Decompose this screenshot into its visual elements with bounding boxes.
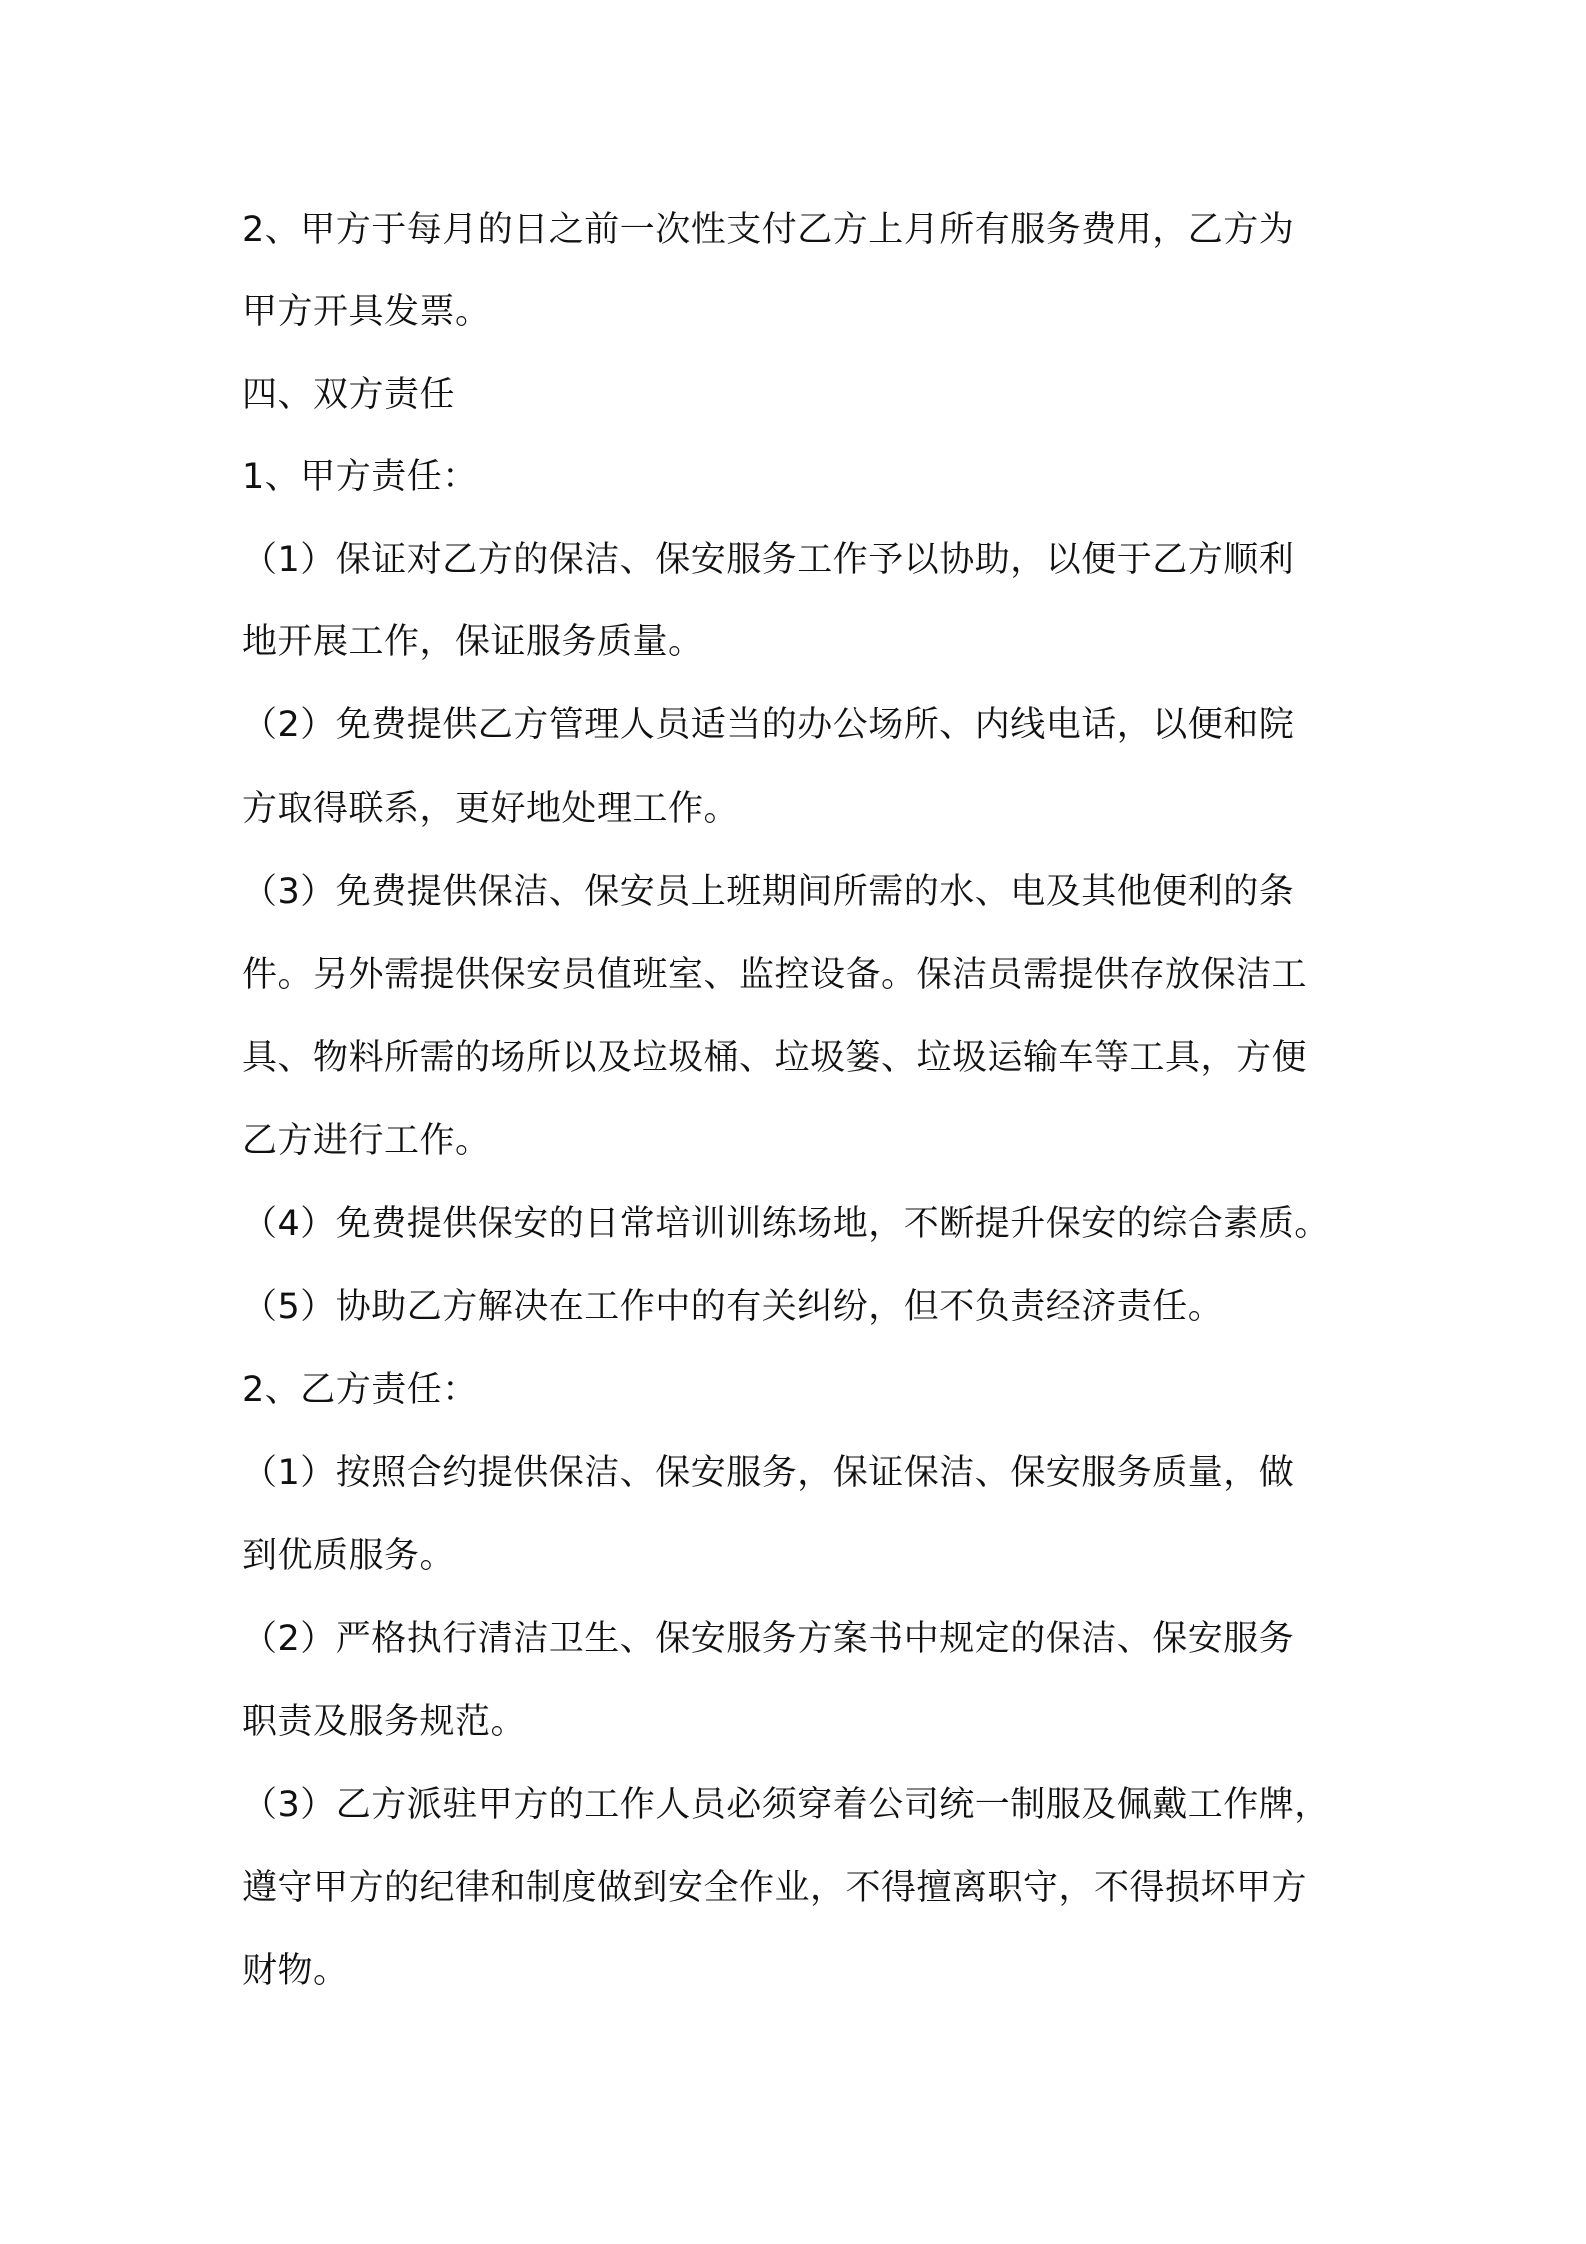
text-line: （1）保证对乙方的保洁、保安服务工作予以协助，以便于乙方顺利 [242,540,1295,580]
text-line: 件。另外需提供保安员值班室、监控设备。保洁员需提供存放保洁工 [242,955,1308,995]
text-line: 地开展工作，保证服务质量。 [242,622,704,662]
text-line: （2）免费提供乙方管理人员适当的办公场所、内线电话，以便和院 [242,705,1295,745]
subsection-heading: 2、乙方责任： [242,1370,478,1410]
text-line: 到优质服务。 [242,1536,456,1576]
text-line: （4）免费提供保安的日常培训训练场地，不断提升保安的综合素质。 [242,1204,1330,1244]
text-line: 职责及服务规范。 [242,1702,527,1742]
subsection-heading: 1、甲方责任： [242,457,478,497]
text-line: （3）免费提供保洁、保安员上班期间所需的水、电及其他便利的条 [242,872,1295,912]
text-line: （5）协助乙方解决在工作中的有关纠纷，但不负责经济责任。 [242,1287,1224,1327]
text-line: 2、甲方于每月的日之前一次性支付乙方上月所有服务费用，乙方为 [242,210,1295,250]
text-line: （2）严格执行清洁卫生、保安服务方案书中规定的保洁、保安服务 [242,1619,1295,1659]
text-line: 遵守甲方的纪律和制度做到安全作业，不得擅离职守，不得损坏甲方 [242,1868,1308,1908]
text-line: 方取得联系，更好地处理工作。 [242,789,740,829]
section-heading: 四、双方责任 [242,375,456,415]
text-line: 财物。 [242,1951,349,1991]
text-line: 具、物料所需的场所以及垃圾桶、垃圾篓、垃圾运输车等工具，方便 [242,1038,1308,1078]
text-line: （3）乙方派驻甲方的工作人员必须穿着公司统一制服及佩戴工作牌， [242,1785,1330,1825]
text-line: 乙方进行工作。 [242,1121,491,1161]
text-line: 甲方开具发票。 [242,292,491,332]
text-line: （1）按照合约提供保洁、保安服务，保证保洁、保安服务质量，做 [242,1453,1295,1493]
